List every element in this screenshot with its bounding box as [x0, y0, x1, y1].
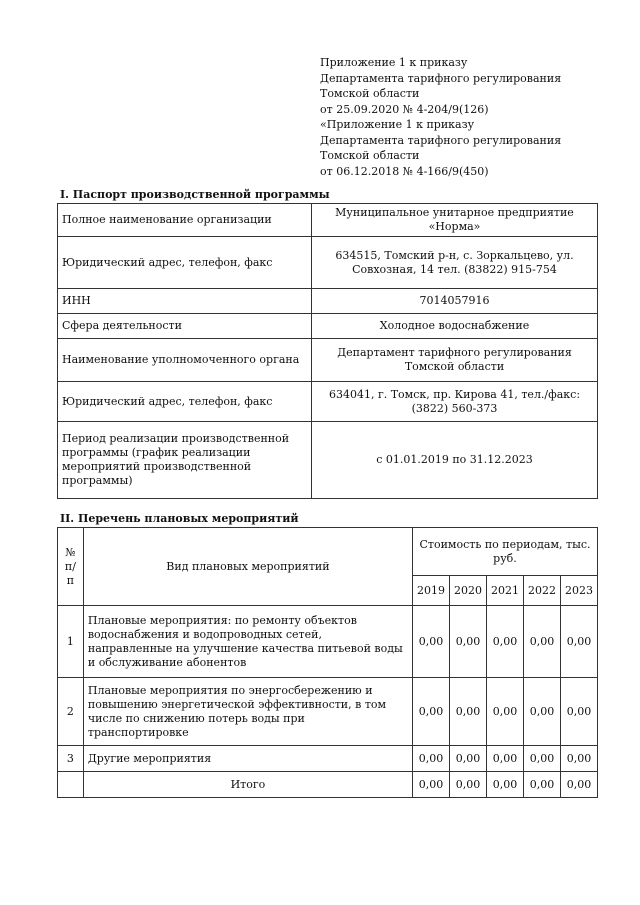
passport-row [58, 339, 598, 382]
passport-value: 7014057916 [312, 289, 598, 314]
section2-title: II. Перечень плановых мероприятий [60, 512, 299, 525]
row-number: 3 [58, 746, 84, 772]
passport-label: Юридический адрес, телефон, факс [58, 382, 312, 422]
total-value: 0,00 [413, 772, 450, 798]
passport-row [58, 314, 598, 339]
year-header: 2019 [413, 576, 450, 606]
year-header: 2020 [450, 576, 487, 606]
row-value: 0,00 [450, 746, 487, 772]
row-kind: Плановые мероприятия по энергосбережению и повышению энергетической эффективности, в том числе по снижению потерь воды при транспортировке [83, 678, 412, 746]
passport-value: 634515, Томский р-н, с. Зоркальцево, ул. Совхозная, 14 тел. (83822) 915-754 [312, 237, 598, 289]
row-value: 0,00 [413, 678, 450, 746]
passport-label: Наименование уполномоченного органа [58, 339, 312, 382]
total-value: 0,00 [524, 772, 561, 798]
passport-label: Юридический адрес, телефон, факс [58, 237, 312, 289]
passport-label: Полное наименование организации [58, 204, 312, 237]
header-line: Томской области [320, 149, 420, 162]
passport-value: Холодное водоснабжение [312, 314, 598, 339]
passport-row [58, 422, 598, 499]
row-value: 0,00 [561, 678, 598, 746]
passport-label: ИНН [58, 289, 312, 314]
header-line: Приложение 1 к приказу [320, 56, 468, 69]
passport-value: Муниципальное унитарное предприятие «Норма» [312, 204, 598, 237]
row-value: 0,00 [524, 606, 561, 678]
header-line: от 06.12.2018 № 4-166/9(450) [320, 164, 489, 178]
row-value: 0,00 [561, 746, 598, 772]
row-value: 0,00 [413, 606, 450, 678]
total-row [58, 772, 598, 798]
row-value: 0,00 [487, 606, 524, 678]
row-value: 0,00 [487, 746, 524, 772]
passport-label: Сфера деятельности [58, 314, 312, 339]
order-reference [320, 55, 561, 179]
total-label: Итого [83, 772, 412, 798]
row-kind: Другие мероприятия [83, 746, 412, 772]
row-value: 0,00 [450, 606, 487, 678]
table-row [58, 606, 598, 678]
passport-label: Период реализации производственной программы (график реализации мероприятий производственной программы) [58, 422, 312, 499]
row-value: 0,00 [413, 746, 450, 772]
total-value: 0,00 [450, 772, 487, 798]
year-header: 2023 [561, 576, 598, 606]
header-line: от 25.09.2020 № 4-204/9(126) [320, 102, 489, 116]
row-number: 2 [58, 678, 84, 746]
col-num-header: № п/п [58, 528, 84, 606]
section1-title: I. Паспорт производственной программы [60, 188, 330, 201]
passport-row [58, 382, 598, 422]
table-row [58, 678, 598, 746]
col-cost-header: Стоимость по периодам, тыс. руб. [413, 528, 598, 576]
row-value: 0,00 [524, 678, 561, 746]
row-value: 0,00 [524, 746, 561, 772]
total-value: 0,00 [487, 772, 524, 798]
header-line: Томской области [320, 87, 420, 100]
header-line: Департамента тарифного регулирования [320, 71, 562, 85]
year-header: 2021 [487, 576, 524, 606]
row-value: 0,00 [450, 678, 487, 746]
table-row [58, 746, 598, 772]
passport-value: 634041, г. Томск, пр. Кирова 41, тел./факс: (3822) 560-373 [312, 382, 598, 422]
row-value: 0,00 [561, 606, 598, 678]
passport-table [57, 203, 598, 499]
header-line: «Приложение 1 к приказу [320, 118, 475, 131]
passport-value: Департамент тарифного регулирования Томской области [312, 339, 598, 382]
header-line: Департамента тарифного регулирования [320, 133, 562, 147]
passport-row [58, 237, 598, 289]
row-number: 1 [58, 606, 84, 678]
passport-value: с 01.01.2019 по 31.12.2023 [312, 422, 598, 499]
year-header: 2022 [524, 576, 561, 606]
total-value: 0,00 [561, 772, 598, 798]
row-value: 0,00 [487, 678, 524, 746]
passport-row [58, 289, 598, 314]
passport-row [58, 204, 598, 237]
col-kind-header: Вид плановых мероприятий [83, 528, 412, 606]
row-kind: Плановые мероприятия: по ремонту объектов водоснабжения и водопроводных сетей, направленные на улучшение качества питьевой воды и обслуживание абонентов [83, 606, 412, 678]
activities-table [57, 527, 598, 798]
